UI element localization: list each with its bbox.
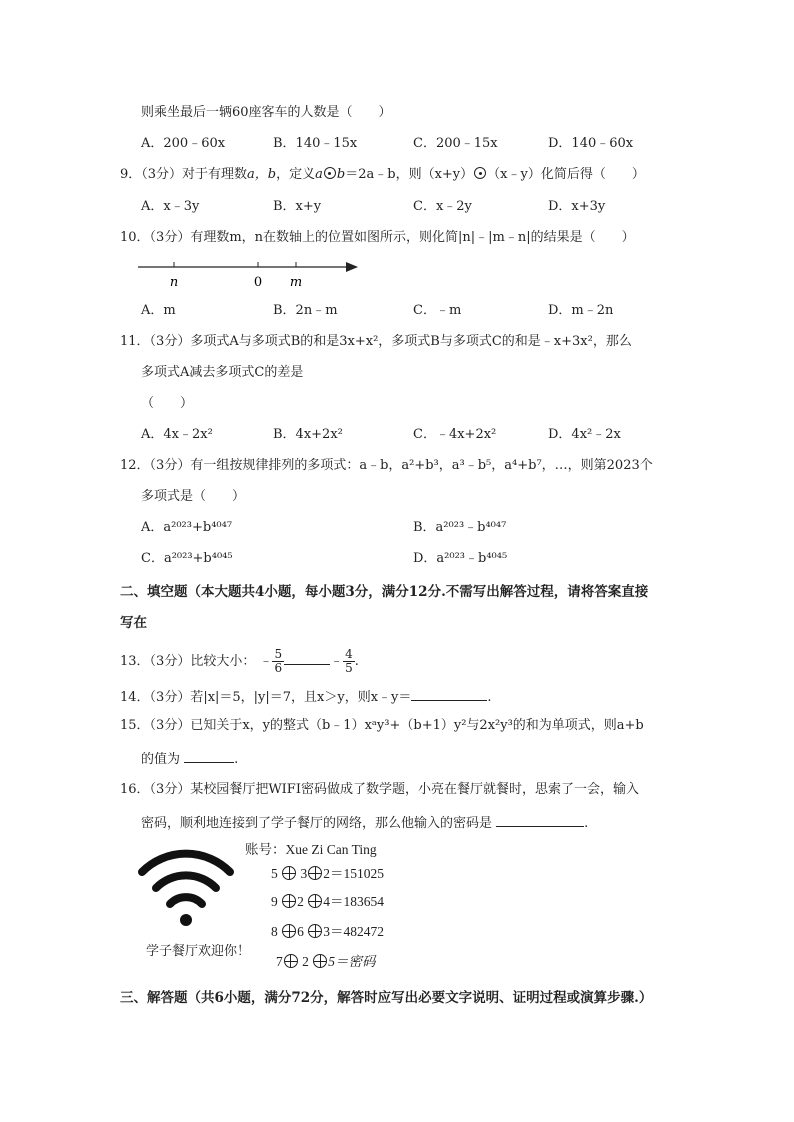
section2-heading-line2: 写在 [120, 615, 147, 631]
q13-answer-blank[interactable] [284, 650, 330, 665]
q16-answer-blank[interactable] [496, 812, 584, 827]
q9-prefix: 9．（3分）对于有理数 [120, 167, 248, 182]
q14-stem [120, 686, 492, 707]
q15-line1: 15．（3分）已知关于x，y的整式（b﹣1）xᵃy³+（b+1）y²与2x²y³的和为单项式，则a+b [120, 718, 644, 733]
q9-option-a: A．x﹣3y [141, 199, 200, 214]
q13-frac1-num: 5 [274, 647, 283, 661]
q15-line2 [141, 748, 238, 769]
wifi-account: 账号：Xue Zi Can Ting [245, 842, 377, 857]
circled-plus-icon [313, 954, 327, 968]
q9-def-b: b [336, 167, 346, 182]
arrow-right-icon [346, 262, 358, 272]
q15-answer-blank[interactable] [184, 748, 234, 763]
q12-option-a: A．a²⁰²³+b⁴⁰⁴⁷ [141, 520, 233, 535]
q11-option-c: C．﹣4x+2x² [413, 427, 497, 442]
q13-fraction-2 [343, 648, 355, 675]
q11-line3: （ ） [141, 396, 194, 411]
q8-option-a: A．200﹣60x [141, 136, 226, 151]
q9-stem [120, 166, 645, 184]
wifi-equation-2 [271, 890, 384, 910]
q8-option-b: B．140﹣15x [273, 136, 358, 151]
circled-plus-icon [308, 924, 322, 938]
q14-end: . [487, 690, 492, 705]
q16-end: . [584, 816, 589, 831]
axis-label-m: m [289, 275, 303, 290]
circle-dot-operator-icon [324, 167, 336, 179]
wifi-welcome: 学子餐厅欢迎你！ [146, 944, 251, 959]
q16-line2 [141, 812, 588, 833]
eq2-a: 9 [271, 894, 278, 909]
eq4-a: 7 [276, 954, 283, 969]
q8-option-d: D．140﹣60x [548, 136, 634, 151]
q13-prefix: 13．（3分）比较大小： [120, 654, 256, 669]
wifi-equation-1 [271, 862, 384, 882]
section2-heading-line1: 二、填空题（本大题共4小题，每小题3分，满分12分.不需写出解答过程，请将答案直接 [120, 584, 649, 600]
q14-text: 14．（3分）若|x|＝5，|y|＝7，且x＞y，则x﹣y＝ [120, 690, 412, 705]
q12-line2: 多项式是（ ） [141, 489, 246, 504]
q11-line1: 11．（3分）多项式A与多项式B的和是3x+x²，多项式B与多项式C的和是﹣x+3x²，那么 [120, 334, 632, 349]
q9-option-b: B．x+y [273, 199, 322, 214]
circled-plus-icon [284, 954, 298, 968]
q9-option-d: D．x+3y [548, 199, 606, 214]
q12-option-d: D．a²⁰²³﹣b⁴⁰⁴⁵ [413, 551, 508, 566]
axis-label-n: n [169, 275, 179, 290]
section3-heading: 三、解答题（共6小题，满分72分，解答时应写出必要文字说明、证明过程或演算步骤.） [120, 990, 653, 1006]
q10-option-d: D．m﹣2n [548, 303, 614, 318]
q9-def-end: （x﹣y）化简后得（ ） [487, 167, 645, 182]
q9-def-a: a [315, 167, 323, 182]
q8-tail: 则乘坐最后一辆60座客车的人数是（ ） [141, 105, 392, 120]
q11-option-d: D．4x²﹣2x [548, 427, 621, 442]
q10-option-c: C．﹣m [413, 303, 462, 318]
eq2-result: 4＝183654 [323, 894, 384, 909]
axis-label-0: 0 [253, 275, 263, 290]
q10-option-b: B．2n﹣m [273, 303, 338, 318]
number-line [136, 256, 366, 292]
eq4-result: 5＝密码 [328, 954, 376, 969]
q13-end: . [354, 654, 359, 669]
wifi-equation-4 [276, 950, 376, 970]
q12-option-b: B．a²⁰²³﹣b⁴⁰⁴⁷ [413, 520, 507, 535]
q15-end: . [234, 752, 239, 767]
q13-fraction-1 [272, 648, 284, 675]
q9-option-c: C．x﹣2y [413, 199, 472, 214]
q15-line2-text: 的值为 [141, 752, 181, 767]
q12-line1: 12．（3分）有一组按规律排列的多项式：a﹣b，a²+b³，a³﹣b⁵，a⁴+b⁷，…，则第2023个 [120, 458, 653, 473]
q8-option-c: C．200﹣15x [413, 136, 498, 151]
q10-stem: 10．（3分）有理数m，n在数轴上的位置如图所示，则化简|n|﹣|m﹣n|的结果是（ ） [120, 230, 635, 245]
q12-option-c: C．a²⁰²³+b⁴⁰⁴⁵ [141, 551, 233, 566]
q16-line1: 16．（3分）某校园餐厅把WIFI密码做成了数学题，小亮在餐厅就餐时，思索了一会，输入 [120, 782, 639, 797]
q9-def-rhs: ＝2a﹣b，则（x+y） [345, 167, 474, 182]
q11-option-a: A．4x﹣2x² [141, 427, 213, 442]
circled-plus-icon [308, 866, 322, 880]
q14-answer-blank[interactable] [411, 686, 487, 701]
wifi-icon [136, 846, 236, 930]
q13-frac2-den: 5 [345, 661, 353, 675]
q9-def: ，定义 [276, 167, 316, 182]
eq3-b: 6 [297, 924, 304, 939]
eq3-a: 8 [271, 924, 278, 939]
eq3-result: 3＝482472 [323, 924, 384, 939]
q9-vars: a，b [247, 167, 277, 182]
eq1-b: 3 [300, 866, 308, 881]
circled-plus-icon [282, 894, 296, 908]
circle-dot-operator-icon [474, 167, 486, 179]
eq1-a: 5 [271, 866, 278, 881]
q13-stem: 13．（3分）比较大小： ﹣ $\frac{5}{6}$ ﹣ $\frac{4}{5}$ . [120, 647, 359, 675]
q16-line2-text: 密码，顺利地连接到了学子餐厅的网络，那么他输入的密码是 [141, 816, 493, 831]
q11-option-b: B．4x+2x² [273, 427, 343, 442]
eq4-b: 2 [302, 954, 309, 969]
eq1-result: 2＝151025 [323, 866, 384, 881]
q13-frac2-num: 4 [345, 647, 353, 661]
eq2-b: 2 [297, 894, 304, 909]
q10-option-a: A．m [141, 303, 176, 318]
q11-line2: 多项式A减去多项式C的差是 [141, 365, 304, 380]
circled-plus-icon [282, 866, 296, 880]
q13-frac1-den: 6 [274, 661, 283, 675]
circled-plus-icon [308, 894, 322, 908]
circled-plus-icon [282, 924, 296, 938]
wifi-equation-3 [271, 920, 384, 940]
